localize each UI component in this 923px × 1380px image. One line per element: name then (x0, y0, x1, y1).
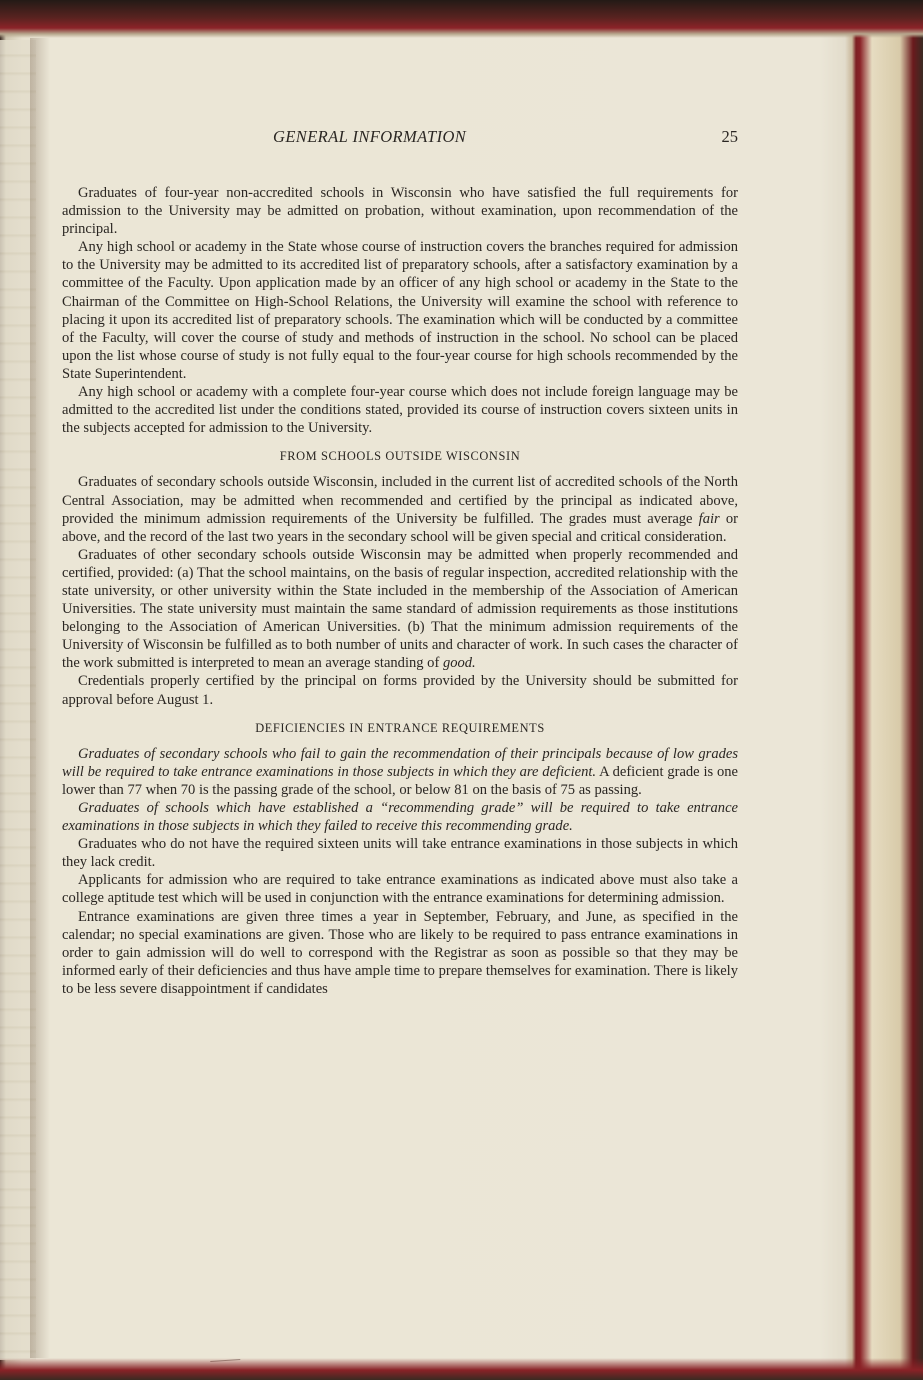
section-heading-deficiencies: DEFICIENCIES IN ENTRANCE REQUIREMENTS (255, 720, 545, 735)
text-run: Graduates of secondary schools outside Wisconsin, included in the current list of accredited schools of the North Central Association, may be admitted when recommended and certified by the principal as indicated above, provided the minimum admission requirements of the University be fulfilled. The grades must average (62, 474, 738, 527)
page-number: 25 (721, 127, 738, 146)
paragraph (62, 745, 738, 799)
gutter-shadow (30, 38, 50, 1358)
italic-text-run: good. (442, 655, 476, 672)
paragraph: Graduates of schools which have established a “recommending grade” will be required to take entrance examinations in those subjects in which they failed to receive this recommending grade. (62, 800, 738, 835)
text-run: or above, and the record of the last two years in the secondary school will be given special and critical consideration. (62, 510, 738, 545)
paragraph: Graduates of four-year non-accredited schools in Wisconsin who have satisfied the full requirements for admission to the University may be admitted on probation, without examination, upon recommendation of the principal. (62, 185, 738, 238)
running-head (60, 127, 740, 153)
paragraph: Entrance examinations are given three times a year in September, February, and June, as specified in the calendar; no special examinations are given. Those who are likely to be required to pass entrance examinations in order to gain admission will do well to correspond with the Registrar as soon as possible so that they may be informed early of their deficiencies and thus have ample time to prepare themselves for examination. There is likely to be less severe disappointment if candidates (62, 908, 738, 997)
paragraph: Credentials properly certified by the principal on forms provided by the University should be submitted for approval before August 1. (62, 673, 738, 708)
text-run: Graduates of other secondary schools outside Wisconsin may be admitted when properly recommended and certified, provided: (a) That the school maintains, on the basis of regular inspection, accredited relationship with the state university, or other university within the State included in the membership of the Association of American Universities. The state university must maintain the same standard of admission requirements as those institutions belonging to the Association of American Universities. (b) That the minimum admission requirements of the University of Wisconsin be fulfilled as to both number of units and character of work. In such cases the character of the work submitted is interpreted to mean an average standing of (62, 546, 738, 672)
italic-text-run: fair (698, 510, 720, 527)
paragraph: Any high school or academy in the State whose course of instruction covers the branches required for admission to the University may be admitted to its accredited list of preparatory schools, after a satisfactory examination by a committee of the Faculty. Upon application made by an officer of any high school or academy in the State to the Chairman of the Committee on High-School Relations, the University will examine the school with reference to placing it upon its accredited list of preparatory schools. The examination which will be conducted by a committee of the Faculty, will cover the course of study and methods of instruction in the school. No school can be placed upon the list whose course of study is not fully equal to the four-year course for high schools recommended by the State Superintendent. (62, 239, 738, 382)
paragraph: Any high school or academy with a complete four-year course which does not include foreign language may be admitted to the accredited list under the conditions stated, provided its course of instruction covers sixteen units in the subjects accepted for admission to the University. (62, 384, 738, 437)
text-run: A deficient grade is one lower than 77 when 70 is the passing grade of the school, or below 81 on the basis of 75 as passing. (62, 763, 739, 798)
paragraph: Applicants for admission who are required to take entrance examinations as indicated above must also take a college aptitude test which will be used in conjunction with the entrance examinations for determining admission. (62, 872, 738, 907)
section-heading-outside-wisconsin: FROM SCHOOLS OUTSIDE WISCONSIN (279, 449, 521, 464)
paragraph: Graduates who do not have the required sixteen units will take entrance examinations in those subjects in which they lack credit. (62, 836, 738, 871)
page (60, 0, 740, 1380)
paragraph (62, 546, 738, 673)
paragraph (62, 473, 738, 545)
italic-text-run: Graduates of secondary schools who fail to gain the recommendation of their principals because of low grades will be required to take entrance examinations in those subjects in which they are deficient. (62, 745, 738, 780)
running-title: GENERAL INFORMATION (273, 127, 467, 146)
page-body (62, 184, 738, 998)
book-bottom-edge (0, 1358, 923, 1380)
